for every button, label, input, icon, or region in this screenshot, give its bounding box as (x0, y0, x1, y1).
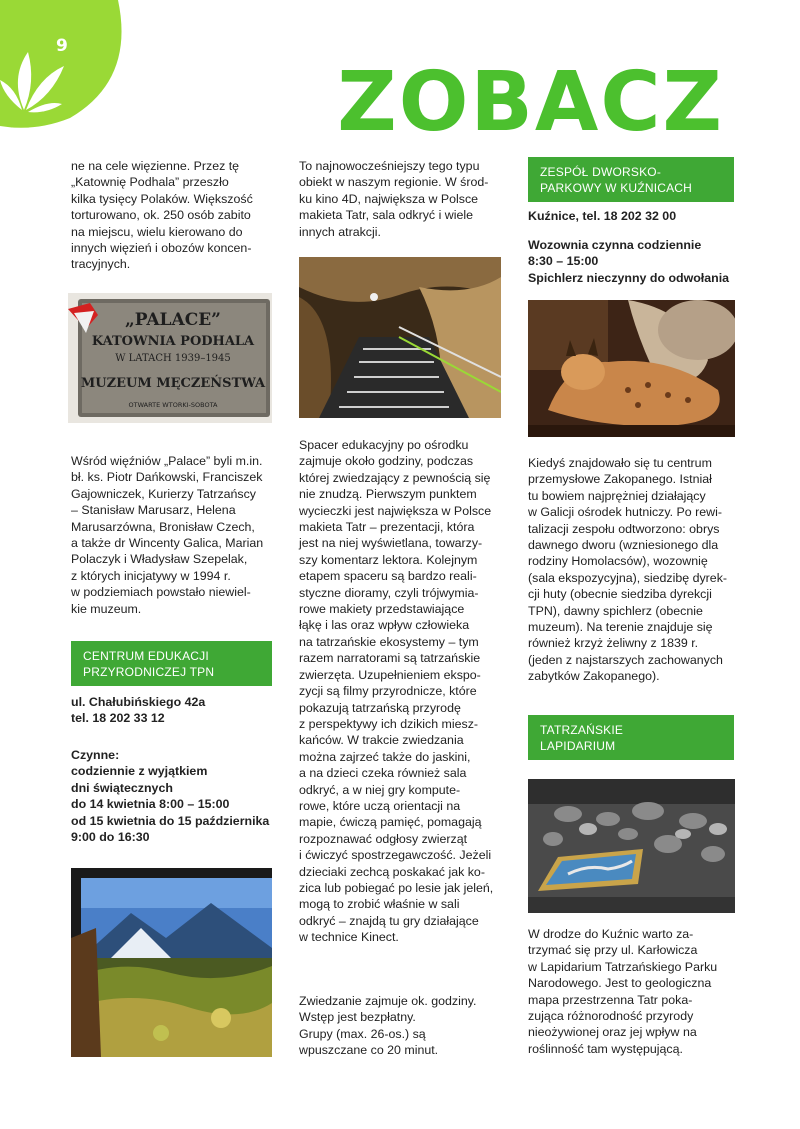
hours-line: Spichlerz nieczynny do odwołania (528, 270, 730, 285)
text-line: To najnowocześniejszy tego typu (299, 159, 480, 173)
text-line: rowe, które uczą orientacji na (299, 798, 461, 813)
text-line: i ćwiczyć spostrzegawczość. Jeżeli (299, 848, 492, 863)
text-line: w podziemiach powstało niewiel- (71, 585, 251, 600)
plaque-line: „PALACE” (125, 310, 221, 330)
text-line: nieożywionej oraz jej wpływ na (528, 1025, 697, 1040)
hours-line: Wozownia czynna codziennie (528, 238, 702, 252)
cave-walkway-photo (299, 257, 501, 418)
text-line: jest na niej wyświetlana, towarzy- (299, 536, 483, 551)
text-line: Zwiedzanie zajmuje ok. godziny. (299, 994, 477, 1008)
text-line: innych atrakcji. (299, 224, 381, 239)
column-1-body (71, 453, 281, 617)
text-line: zwierzęta. Uzupełnieniem ekspo- (299, 667, 481, 682)
kuznice-address (528, 208, 743, 224)
phone-line: Kuźnice, tel. 18 202 32 00 (528, 209, 677, 223)
page-number: 9 (56, 36, 68, 56)
text-line: (jeden z najstarszych zachowanych (528, 652, 723, 667)
column-2-body (299, 437, 509, 946)
text-line: szy komentarz lektora. Kolejnym (299, 552, 478, 567)
text-line: W drodze do Kuźnic warto za- (528, 927, 694, 941)
text-line: z których inicjatywy w 1994 r. (71, 568, 231, 583)
text-line: odkryć – znajdą tu gry działające (299, 913, 479, 928)
text-line: łąkę i las oraz wpływ człowieka (299, 618, 470, 633)
text-line: kie muzeum. (71, 601, 142, 616)
text-line: z perspektywy ich dzikich miesz- (299, 716, 479, 731)
hours-line: 9:00 do 16:30 (71, 830, 150, 845)
text-line: a na dzieci czeka również sala (299, 766, 467, 781)
text-line: w Galicji ośrodek hutniczy. Po rewi- (528, 505, 722, 520)
kuznice-hours (528, 237, 743, 286)
text-line: wycieczki jest największa w Polsce (299, 503, 492, 518)
text-line: zująca różnorodność przyrody (528, 1009, 694, 1024)
text-line: ne na cele więzienne. Przez tę (71, 159, 240, 173)
text-line: Wśród więźniów „Palace” byli m.in. (71, 454, 263, 468)
text-line: obiekt w naszym regionie. W środ- (299, 175, 489, 190)
text-line: rozpoznawać odgłosy zwierząt (299, 831, 468, 846)
text-line: razem narratorami są tatrzańskie (299, 651, 481, 666)
hours-line: 8:30 – 15:00 (528, 254, 599, 269)
text-line: pokazują tatrzańską przyrodę (299, 700, 461, 715)
text-line: torturowano, ok. 250 osób zabito (71, 208, 251, 223)
section-header-line: TATRZAŃSKIE (540, 723, 624, 737)
text-line: mapa przestrzenna Tatr poka- (528, 992, 693, 1007)
text-line: Spacer edukacyjny po ośrodku (299, 438, 469, 452)
text-line: „Katownię Podhala” przeszło (71, 175, 229, 190)
palace-plaque-photo (68, 293, 272, 423)
text-line: roślinność tam występującą. (528, 1041, 683, 1056)
section-header-line: ZESPÓŁ DWORSKO- (540, 165, 662, 179)
lynx-exhibit-photo (528, 300, 735, 437)
text-line: zica lub pobiegać po lesie jak jeleń, (299, 880, 494, 895)
plaque-line: MUZEUM MĘCZEŃSTWA (80, 376, 266, 391)
corner-leaf-decoration (0, 0, 130, 128)
text-line: w Lapidarium Tatrzańskiego Parku (528, 959, 718, 974)
text-line: TPN), dawny spichlerz (obecnie (528, 603, 703, 618)
column-2-intro (299, 158, 504, 240)
section-header-line: PARKOWY W KUŹNICACH (540, 181, 693, 195)
text-line: Gajowniczek, Kurierzy Tatrzańscy (71, 486, 257, 501)
column-3-body (528, 455, 743, 685)
text-line: mapie, ćwiczą pamięć, pomagają (299, 815, 482, 830)
text-line: zajmuje około godziny, podczas (299, 454, 474, 469)
plaque-line: KATOWNIA PODHALA (91, 334, 255, 349)
text-line: na tatrzańskie ekosystemy – tym (299, 634, 479, 649)
centrum-address (71, 694, 281, 727)
hours-line: codziennie z wyjątkiem (71, 764, 208, 779)
text-line: (sala ekspozycyjna), siedzibę dyrek- (528, 570, 728, 585)
text-line: której zwiedzający z pewnością się (299, 470, 491, 485)
text-line: Kiedyś znajdowało się tu centrum (528, 456, 712, 470)
text-line: mogą to zrobić właśnie w sali (299, 897, 460, 912)
section-header-zespol-dworsko-parkowy (528, 157, 734, 202)
hours-line: dni świątecznych (71, 780, 173, 795)
column-1-intro (71, 158, 271, 273)
page-title: ZOBACZ (337, 55, 724, 150)
text-line: w technice Kinect. (299, 930, 399, 945)
text-line: Narodowego. Jest to geologiczna (528, 976, 712, 991)
text-line: trzymać się przy ul. Karłowicza (528, 943, 698, 958)
text-line: wpuszczane co 20 minut. (299, 1043, 439, 1058)
text-line: makieta Tatr, sala odkryć i wiele (299, 208, 473, 223)
text-line: zycji są filmy przyrodnicze, które (299, 684, 477, 699)
text-line: tracyjnych. (71, 257, 131, 272)
text-line: dzieciaki zechcą poskakać jak ko- (299, 864, 485, 879)
hours-line: Czynne: (71, 748, 120, 762)
text-line: Marusarzówna, Bronisław Czech, (71, 519, 255, 534)
hours-line: do 14 kwietnia 8:00 – 15:00 (71, 797, 230, 812)
text-line: Polaczyk i Władysław Szepelak, (71, 552, 248, 567)
text-line: odkryć, a w niej gry kompute- (299, 782, 461, 797)
text-line: rodziny Homolacsów), wozownię (528, 554, 708, 569)
text-line: bł. ks. Piotr Dańkowski, Franciszek (71, 470, 263, 485)
text-line: kilka tysięcy Polaków. Większość (71, 191, 253, 206)
text-line: na miejscu, wielu kierowano do (71, 224, 243, 239)
text-line: talizacji zespołu odtworzono: obrys (528, 521, 720, 536)
text-line: można zajrzeć także do jaskini, (299, 749, 471, 764)
text-line: styczne dioramy, czyli trójwymia- (299, 585, 479, 600)
plaque-line: W LATACH 1939–1945 (115, 353, 231, 364)
text-line: makieta Tatr – prezentacji, która (299, 520, 475, 535)
text-line: Wstęp jest bezpłatny. (299, 1010, 416, 1025)
text-line: cji huty (obecnie siedziba dyrekcji (528, 587, 712, 602)
text-line: dawnego dworu (wzniesionego dla (528, 538, 719, 553)
text-line: innych więzień i obozów koncen- (71, 241, 252, 256)
text-line: etapem spaceru są bardzo reali- (299, 569, 477, 584)
text-line: – Stanisław Marusarz, Helena (71, 503, 236, 518)
text-line: a także dr Wincenty Galica, Marian (71, 536, 264, 551)
lapidarium-photo (528, 779, 735, 913)
text-line: nie znudzą. Pierwszym punktem (299, 487, 477, 502)
text-line: również krzyż żeliwny z 1839 r. (528, 636, 699, 651)
section-header-tatrzanskie-lapidarium (528, 715, 734, 760)
address-line: ul. Chałubińskiego 42a (71, 695, 206, 709)
section-header-centrum-edukacji (71, 641, 272, 686)
phone-line: tel. 18 202 33 12 (71, 711, 165, 726)
text-line: zabytków Zakopanego). (528, 669, 660, 684)
text-line: Grupy (max. 26-os.) są (299, 1026, 426, 1041)
plaque-line: OTWARTE WTORKI-SOBOTA (128, 401, 218, 409)
text-line: ku kino 4D, największa w Polsce (299, 191, 479, 206)
section-header-line: PRZYRODNICZEJ TPN (83, 665, 215, 679)
diorama-photo (71, 868, 272, 1057)
text-line: przemysłowe Zakopanego. Istniał (528, 472, 712, 487)
text-line: tu bowiem najprężniej działający (528, 488, 706, 503)
section-header-line: LAPIDARIUM (540, 739, 616, 753)
text-line: muzeum). Na terenie znajduje się (528, 620, 713, 635)
section-header-line: CENTRUM EDUKACJI (83, 649, 209, 663)
column-3-outro (528, 926, 743, 1057)
column-2-outro (299, 993, 509, 1059)
text-line: rowe makiety przedstawiające (299, 602, 465, 617)
text-line: kańców. W trakcie zwiedzania (299, 733, 464, 748)
centrum-hours (71, 747, 286, 845)
hours-line: od 15 kwietnia do 15 października (71, 813, 270, 828)
